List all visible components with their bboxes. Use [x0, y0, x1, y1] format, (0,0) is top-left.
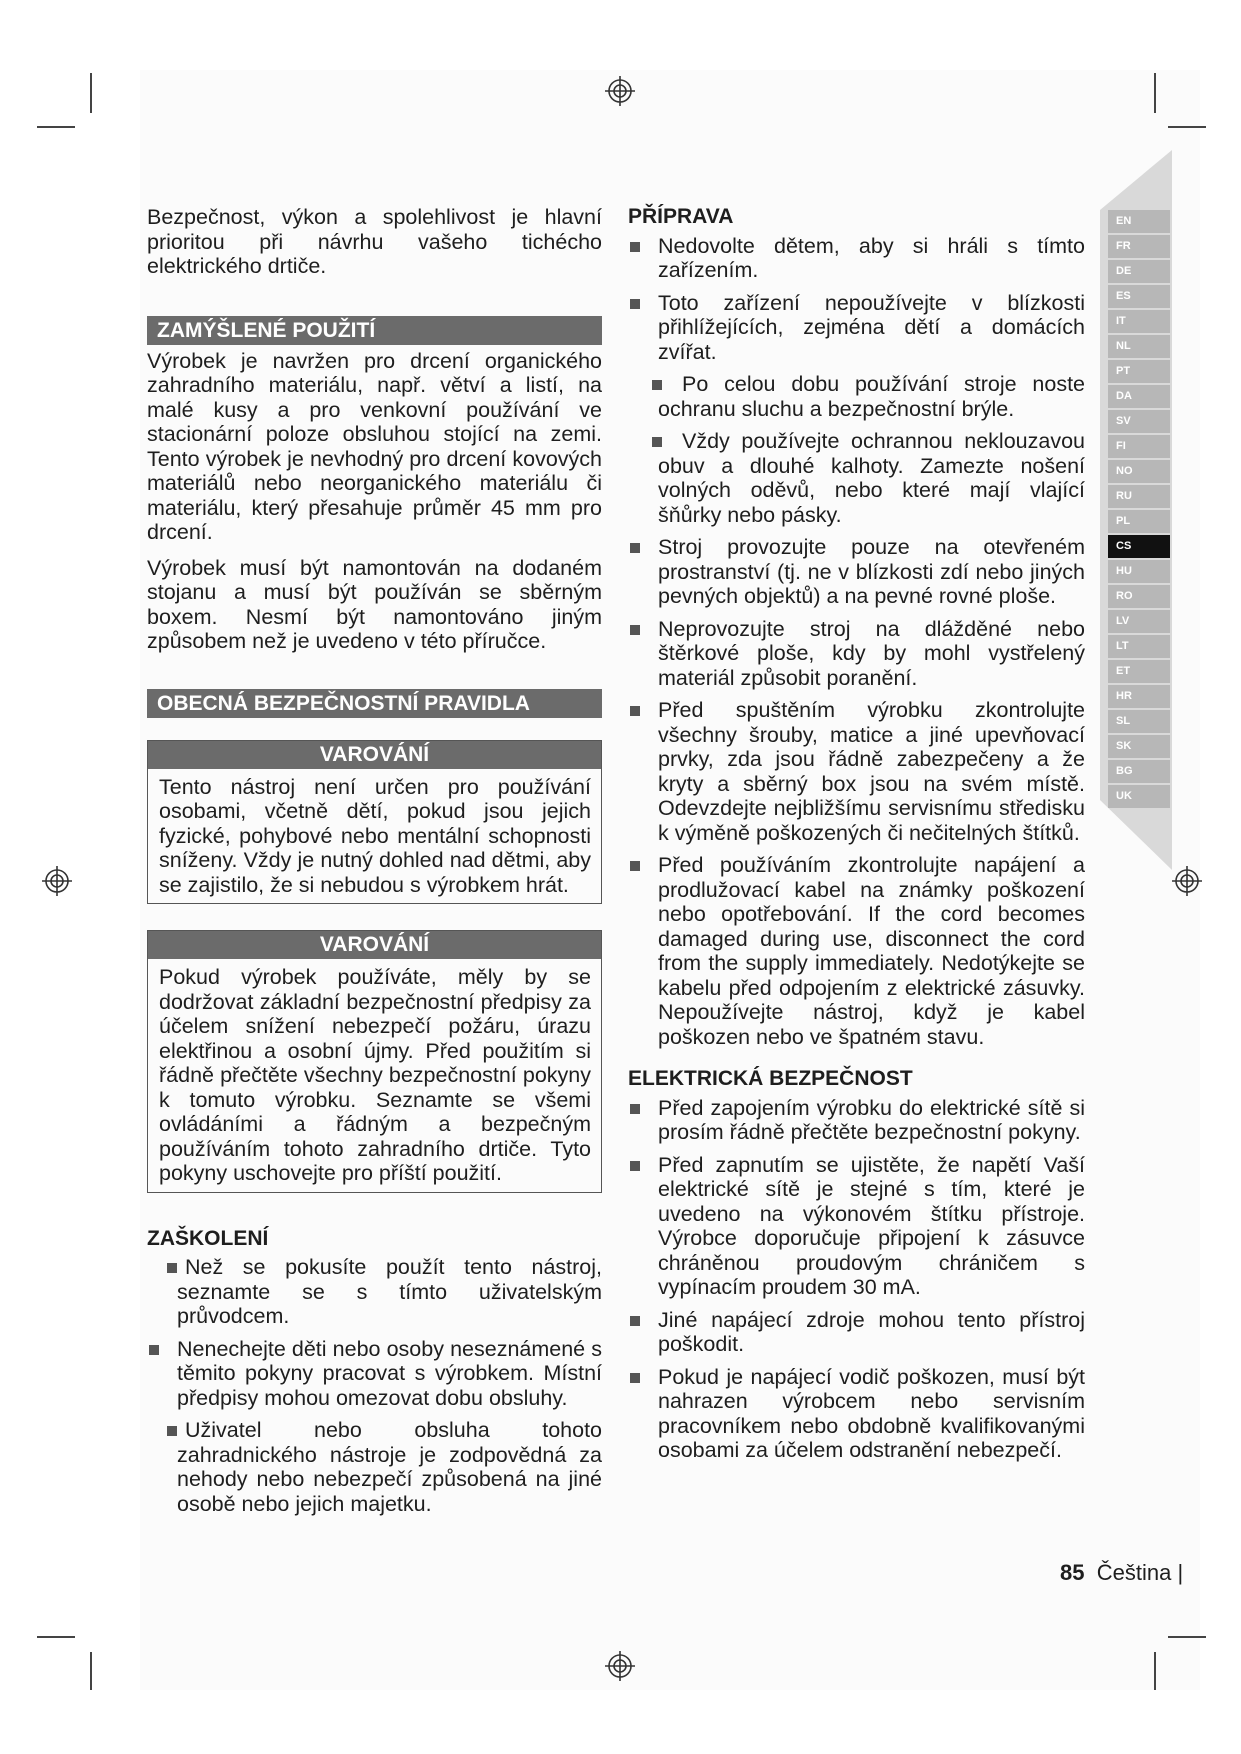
language-tab[interactable]: PT — [1108, 360, 1170, 383]
list-item: Pokud je napájecí vodič poškozen, musí být nahrazen výrobcem nebo servisním pracovníkem nebo obdobně kvalifikovanými osobami za účelem odstranění nebezpečí. — [628, 1365, 1085, 1463]
warning-text: Pokud výrobek používáte, měly by se dodržovat základní bezpečnostní předpisy za účelem snížení nebezpečí požáru, úrazu elektřinou a osobní újmy. Před použitím si řádně přečtěte všechny bezpečnostní pokyny k tomuto výrobku. Seznamte se všemi ovládáními a řádným a bezpečným používáním tohoto zahradního drtiče. Tyto pokyny uschovejte pro příští použití. — [159, 965, 591, 1185]
left-column — [147, 205, 602, 1524]
crop-mark — [1168, 1636, 1206, 1638]
list-item: Nenechejte děti nebo osoby neseznámené s těmito pokyny pracovat s výrobkem. Místní předpisy mohou omezovat dobu obsluhy. — [147, 1337, 602, 1411]
language-tabs — [1108, 210, 1170, 810]
list-item: Po celou dobu používání stroje noste ochranu sluchu a bezpečnostní brýle. — [628, 372, 1085, 421]
language-tab[interactable]: EN — [1108, 210, 1170, 233]
language-tab[interactable]: DE — [1108, 260, 1170, 283]
list-item: Před zapnutím se ujistěte, že napětí Vaší elektrické sítě je stejné s tím, které je uvedeno na výkonovém štítku přístroje. Výrobce doporučuje připojení k zásuvce chráněnou proudovým chráničem s vypínacím proudem 30 mA. — [628, 1153, 1085, 1300]
list-item: Stroj provozujte pouze na otevřeném prostranství (tj. ne v blízkosti zdí nebo jiných pevných objektů) a na pevné rovné ploše. — [628, 535, 1085, 609]
section-heading-electrical-safety: ELEKTRICKÁ BEZPEČNOST — [628, 1067, 913, 1090]
registration-mark-icon — [605, 1651, 635, 1681]
list-item: Než se pokusíte použít tento nástroj, seznamte se s tímto uživatelským průvodcem. — [147, 1255, 602, 1329]
warning-box — [147, 930, 602, 1193]
language-tab[interactable]: ET — [1108, 660, 1170, 683]
language-tab[interactable]: HR — [1108, 685, 1170, 708]
crop-mark — [37, 126, 75, 128]
electrical-list — [628, 1096, 1085, 1463]
preparation-list — [628, 234, 1085, 1050]
language-tab[interactable]: DA — [1108, 385, 1170, 408]
section-heading-intended-use: ZAMÝŠLENÉ POUŽITÍ — [147, 316, 602, 345]
crop-mark — [1168, 126, 1206, 128]
warning-text: Tento nástroj není určen pro používání osobami, včetně dětí, pokud jsou jejich fyzické, pohybové nebo mentální schopnosti sníženy. Vždy je nutný dohled nad dětmi, aby se zajistilo, že si nebudou s výrobkem hrát. — [159, 774, 591, 897]
language-tab[interactable]: RO — [1108, 585, 1170, 608]
language-tab[interactable]: IT — [1108, 310, 1170, 333]
language-tab[interactable]: HU — [1108, 560, 1170, 583]
language-tab[interactable]: NO — [1108, 460, 1170, 483]
section-heading-training: ZAŠKOLENÍ — [147, 1226, 269, 1250]
warning-title: VAROVÁNÍ — [148, 741, 601, 769]
language-tab[interactable]: FI — [1108, 435, 1170, 458]
list-item: Před zapojením výrobku do elektrické sítě si prosím řádně přečtěte bezpečnostní pokyny. — [628, 1096, 1085, 1145]
list-item: Jiné napájecí zdroje mohou tento přístroj poškodit. — [628, 1308, 1085, 1357]
registration-mark-icon — [605, 76, 635, 106]
intro-paragraph: Bezpečnost, výkon a spolehlivost je hlavní prioritou při návrhu vašeho tichécho elektrického drtiče. — [147, 205, 602, 278]
list-item: Před spuštěním výrobku zkontrolujte všechny šrouby, matice a jiné upevňovací prvky, zda jsou řádně zabezpečeny a že kryty a sběrný box jsou na svém místě. Odevzdejte nejbližšímu servisnímu středisku k výměně poškozených či nečitelných štítků. — [628, 698, 1085, 845]
language-tab[interactable]: UK — [1108, 785, 1170, 808]
language-tab[interactable]: LT — [1108, 635, 1170, 658]
warning-box — [147, 740, 602, 905]
training-list — [147, 1255, 602, 1516]
list-item: Neprovozujte stroj na dlážděné nebo štěrkové ploše, kdy by mohl vystřelený materiál způsobit poranění. — [628, 617, 1085, 691]
page-number: 85 — [1060, 1560, 1085, 1585]
section-heading-general-safety: OBECNÁ BEZPEČNOSTNÍ PRAVIDLA — [147, 689, 602, 718]
language-tab[interactable]: FR — [1108, 235, 1170, 258]
language-tab[interactable]: ES — [1108, 285, 1170, 308]
crop-mark — [1154, 1652, 1156, 1690]
registration-mark-icon — [42, 866, 72, 896]
list-item: Uživatel nebo obsluha tohoto zahradnického nástroje je zodpovědná za nehody nebo nebezpečí způsobená na jiné osobě nebo jejich majetku. — [147, 1418, 602, 1516]
language-tab[interactable]: BG — [1108, 760, 1170, 783]
language-tab[interactable]: SK — [1108, 735, 1170, 758]
language-tab[interactable]: RU — [1108, 485, 1170, 508]
right-column — [628, 205, 1085, 1471]
list-item: Toto zařízení nepoužívejte v blízkosti přihlížejících, zejména dětí a domácích zvířat. — [628, 291, 1085, 365]
crop-mark — [90, 1652, 92, 1690]
list-item: Vždy používejte ochrannou neklouzavou obuv a dlouhé kalhoty. Zamezte nošení volných oděvů, nebo které mají vlající šňůrky nebo pásky. — [628, 429, 1085, 527]
language-tab[interactable]: NL — [1108, 335, 1170, 358]
list-item: Nedovolte dětem, aby si hráli s tímto zařízením. — [628, 234, 1085, 283]
intended-use-paragraph: Výrobek je navržen pro drcení organického zahradního materiálu, např. větví a listí, na malé kusy a pro venkovní používání ve stacionární poloze obsluhou stojící na zemi. Tento výrobek je nevhodný pro drcení kovových materiálů nebo neorganického materiálu či materiálu, který přesahuje průměr 45 mm pro drcení. — [147, 348, 602, 544]
registration-mark-icon — [1172, 866, 1202, 896]
language-tab[interactable]: PL — [1108, 510, 1170, 533]
section-heading-preparation: PŘÍPRAVA — [628, 205, 734, 228]
language-tab-active[interactable]: CS — [1108, 535, 1170, 558]
intended-use-paragraph: Výrobek musí být namontován na dodaném stojanu a musí být používán se sběrným boxem. Nesmí být namontováno jiným způsobem než je uvedeno v této příručce. — [147, 555, 602, 653]
crop-mark — [37, 1636, 75, 1638]
language-tab[interactable]: SL — [1108, 710, 1170, 733]
list-item: Před používáním zkontrolujte napájení a prodlužovací kabel na známky poškození nebo opotřebování. If the cord becomes damaged during use, disconnect the cord from the supply immediately. Nedotýkejte se kabelu před odpojením z elektrické zásuvky. Nepoužívejte nástroj, když je kabel poškozen nebo ve špatném stavu. — [628, 853, 1085, 1049]
footer-language: Čeština — [1096, 1560, 1172, 1585]
crop-mark — [90, 73, 92, 113]
crop-mark — [1154, 73, 1156, 113]
page-footer — [1060, 1560, 1183, 1586]
language-tab[interactable]: SV — [1108, 410, 1170, 433]
language-tab[interactable]: LV — [1108, 610, 1170, 633]
footer-separator: | — [1177, 1560, 1184, 1585]
warning-title: VAROVÁNÍ — [148, 931, 601, 959]
